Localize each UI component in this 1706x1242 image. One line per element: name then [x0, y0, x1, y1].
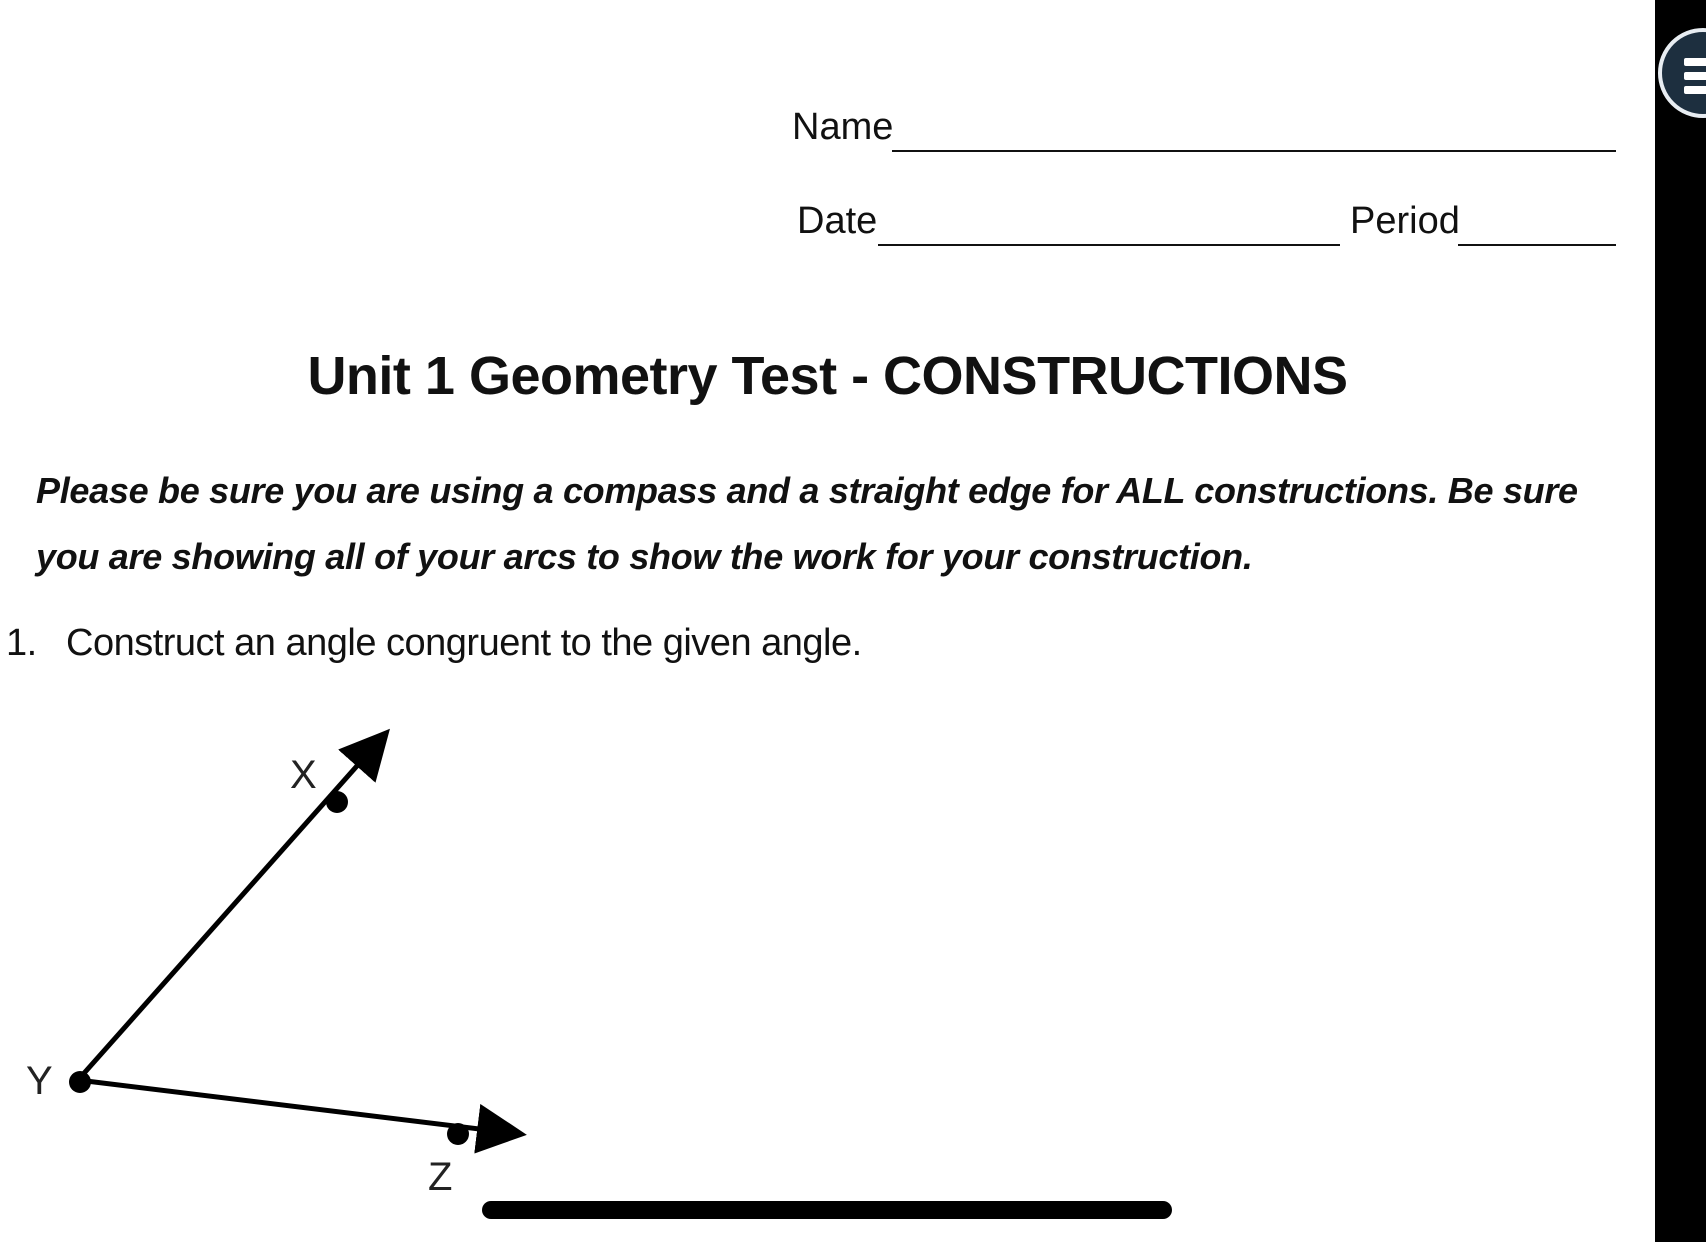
instructions-text: Please be sure you are using a compass and a straight edge for ALL constructions. Be sure you are showing all of your arcs to show the work for your construction.	[36, 470, 1578, 577]
home-indicator[interactable]	[482, 1201, 1172, 1219]
point-z	[447, 1123, 469, 1145]
question-text: Construct an angle congruent to the given angle.	[66, 622, 862, 664]
page-title: Unit 1 Geometry Test - CONSTRUCTIONS	[307, 346, 1348, 406]
point-x	[326, 791, 348, 813]
menu-icon-line	[1684, 58, 1706, 66]
period-blank-line	[1458, 244, 1616, 246]
ray-yx	[78, 740, 380, 1080]
menu-icon-line	[1684, 72, 1706, 80]
date-label: Date	[797, 200, 878, 242]
period-label: Period	[1350, 200, 1460, 242]
right-edge-bar	[1655, 0, 1706, 1242]
angle-xyz-diagram	[0, 700, 560, 1220]
question-number: 1.	[6, 622, 37, 664]
label-z: Z	[428, 1155, 453, 1199]
name-blank-line	[892, 150, 1616, 152]
point-y	[69, 1071, 91, 1093]
label-y: Y	[26, 1059, 53, 1103]
label-x: X	[290, 753, 317, 797]
date-blank-line	[878, 244, 1340, 246]
name-label: Name	[792, 106, 894, 148]
ray-yz	[78, 1080, 512, 1133]
menu-icon-line	[1684, 86, 1706, 94]
question-1	[6, 622, 862, 665]
